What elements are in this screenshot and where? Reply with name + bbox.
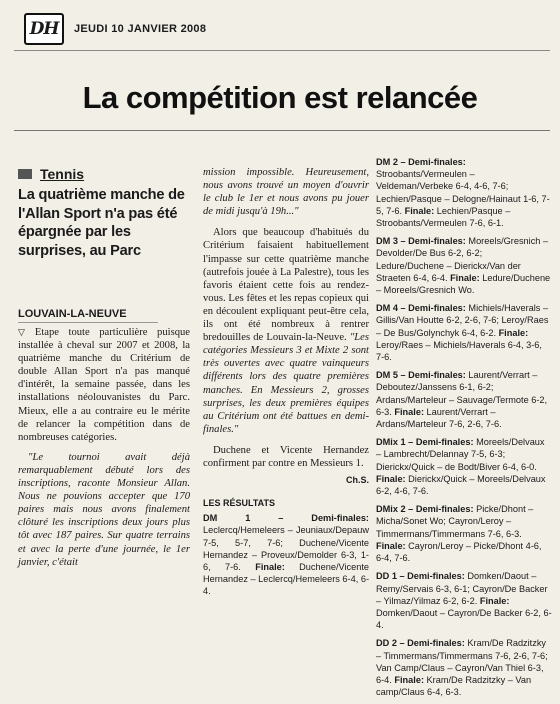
result-text: Domken/Daout – Remy/Servais 6-3, 6-1; Cayron/De Backer – Yilmaz/Yilmaz 6-2, 6-2. — [376, 571, 548, 606]
rubric-label: Tennis — [40, 166, 85, 182]
result-text: Picke/Dhont – Micha/Sonet Wo; Cayron/Leroy – Timmermans/Timmermans 7-6, 6-3. — [376, 504, 534, 539]
result-dmix2 — [376, 503, 552, 564]
result-category: DMix 2 – Demi-finales: — [376, 504, 474, 515]
paragraph-3-text: Alors que beaucoup d'habitués du Critérium faisaient habituellement l'impasse sur cette quatrième manche (autrefois jouée à La Palestre), tous les favoris étaient cette fois au rendez-vous. Les fêtes et les repas copieux qui en découlent expliquant peut-être cela, ils ont été nombreux à rentrer bredouilles de Louvain-la-Neuve. — [203, 227, 369, 344]
paragraph-3-quote: "Les catégories Messieurs 3 et Mixte 2 sont très ouvertes avec quatre vainqueurs différents lors des quatre premières manches. En Messieurs 2, grosses surprises, les deux premières équipes au Critérium ont été battues en demi-finales." — [203, 332, 369, 435]
result-dd2 — [376, 637, 552, 698]
masthead — [24, 14, 206, 44]
result-final-text: Ledure/Duchene – Moreels/Gresnich Wo. — [376, 272, 551, 296]
result-final-text: Leroy/Raes – Michiels/Haverals 6-4, 3-6, 7-6. — [376, 339, 542, 363]
rubric — [18, 166, 190, 182]
author-signature: Ch.S. — [345, 475, 369, 486]
result-final-label: Finale: — [376, 540, 406, 551]
masthead-divider — [14, 50, 550, 51]
result-category: DMix 1 – Demi-finales: — [376, 437, 474, 448]
result-final-label: Finale: — [479, 595, 510, 606]
paragraph-1 — [18, 326, 190, 444]
result-text: Stroobants/Vermeulen – Veldeman/Verbeke 6-4, 4-6, 7-6; Lechien/Pasque – Delogne/Hainaut 1-6, 7-5, 7-6. — [376, 169, 550, 216]
result-text: Moreels/Delvaux – Lambrecht/Delannay 7-5, 6-3; Dierickx/Quick – de Bodt/Biver 6-4, 6-0. — [376, 437, 545, 472]
rubric-square-icon — [18, 169, 32, 179]
column-1 — [18, 166, 190, 569]
result-final-label: Finale: — [498, 327, 529, 338]
result-final-label: Finale: — [255, 562, 285, 573]
result-dm4 — [376, 302, 552, 363]
triangle-icon: ▽ — [18, 327, 32, 337]
result-category: DM 4 – Demi-finales: — [376, 303, 466, 314]
result-dm2 — [376, 156, 552, 229]
paragraph-1-text: Etape toute particulière puisque installée à cheval sur 2007 et 2008, la quatrième manche du Critérium de double Allan Sport n'a pas manqué d'intérêt, la semaine passée, dans les installations néolouvanistes du Parc. Mieux, elle a au contraire eu le mérite de relancer la compétition dans de nombreuses catégories. — [18, 327, 191, 443]
newspaper-logo: DH — [24, 13, 64, 45]
paragraph-2-part-a: "Le tournoi avait déjà remarquablement débuté lors des inscriptions, raconte Monsieur Allan. Nous ne pouvions accepter que 170 paires mais nous avons finalement clôturé les inscriptions deux jours plus tôt avec 187 paires. Sur quatre terrains et avec la perte d'une journée, le 1er janvier, c'était — [18, 451, 190, 568]
result-final-text: Cayron/Leroy – Picke/Dhont 4-6, 6-4, 7-6. — [376, 540, 542, 564]
result-text: Kram/De Radzitzky – Timmermans/Timmermans 7-6, 2-6, 7-6; Van Camp/Claus – Cayron/Van Thiel 6-3, 6-4. — [376, 638, 548, 685]
result-dmix1 — [376, 436, 552, 497]
issue-date: JEUDI 10 JANVIER 2008 — [74, 23, 207, 35]
column-3 — [376, 156, 552, 704]
result-dm3 — [376, 235, 552, 296]
result-final-text: Duchene/Vicente Hernandez – Leclercq/Hemeleers 6-4, 6-4. — [203, 562, 369, 597]
paragraph-2-part-b: mission impossible. Heureusement, nous avons trouvé un moyen d'ouvrir le club le 1er et nous avons pu jouer de midi jusqu'à 19h..." — [203, 167, 369, 218]
result-final-label: Finale: — [394, 406, 424, 417]
result-final-text: Domken/Daout – Cayron/De Backer 6-2, 6-4. — [376, 607, 552, 631]
result-category: DD 1 – Demi-finales: — [376, 571, 465, 582]
paragraph-3 — [203, 226, 369, 436]
column-2 — [203, 166, 369, 598]
result-final-text: Laurent/Verrart – Ardans/Marteleur 7-6, 2-6, 7-6. — [376, 406, 502, 430]
result-category: DM 3 – Demi-finales: — [376, 236, 466, 247]
result-category: DD 2 – Demi-finales: — [376, 638, 465, 649]
result-text: Laurent/Verrart – Deboutez/Janssens 6-1, 6-2; Ardans/Marteleur – Sauvage/Termote 6-2, 6-3. — [376, 370, 548, 417]
result-category: DM 1 – Demi-finales: — [203, 513, 369, 524]
headline-divider — [14, 130, 550, 131]
result-dd1 — [376, 570, 552, 631]
result-dm5 — [376, 369, 552, 430]
result-final-label: Finale: — [450, 272, 480, 283]
result-final-label: Finale: — [404, 205, 435, 216]
result-text: Leclercq/Hemeleers – Jeuniaux/Depauw 7-5, 5-7, 7-6; Duchene/Vicente Hernandez – Proveux/Demolder 6-3, 1-6, 7-6. — [203, 525, 369, 573]
result-text: Michiels/Haverals – Gillis/Van Houtte 6-2, 2-6, 7-6; Leroy/Raes – De Bus/Golynchyk 6-4, 6-2. — [376, 303, 549, 338]
result-category: DM 2 – Demi-finales: — [376, 157, 466, 167]
result-final-label: Finale: — [394, 674, 424, 685]
result-text: Moreels/Gresnich – Devolder/De Bus 6-2, 6-2; Ledure/Duchene – Dierickx/Van der Straeten 6-4, 6-4. — [376, 236, 549, 283]
result-final-label: Finale: — [376, 473, 406, 484]
results-title: LES RÉSULTATS — [203, 498, 275, 509]
headline: La compétition est relancée — [82, 80, 478, 115]
body-text — [18, 326, 190, 569]
result-final-text: Kram/De Radzitzky – Van camp/Claus 6-4, 6-3. — [376, 674, 532, 698]
result-category: DM 5 – Demi-finales: — [376, 370, 466, 381]
dateline: LOUVAIN-LA-NEUVE — [18, 308, 158, 323]
result-dm1 — [203, 512, 369, 597]
paragraph-4: Duchene et Vicente Hernandez confirment par contre en Messieurs 1. — [203, 444, 369, 469]
subheadline: La quatrième manche de l'Allan Sport n'a pas été épargnée par les surprises, au Parc — [18, 187, 185, 259]
result-final-text: Dierickx/Quick – Moreels/Delvaux 6-2, 4-6, 7-6. — [376, 473, 546, 497]
result-final-text: Lechien/Pasque – Stroobants/Vermeulen 7-6, 6-1. — [376, 205, 511, 229]
